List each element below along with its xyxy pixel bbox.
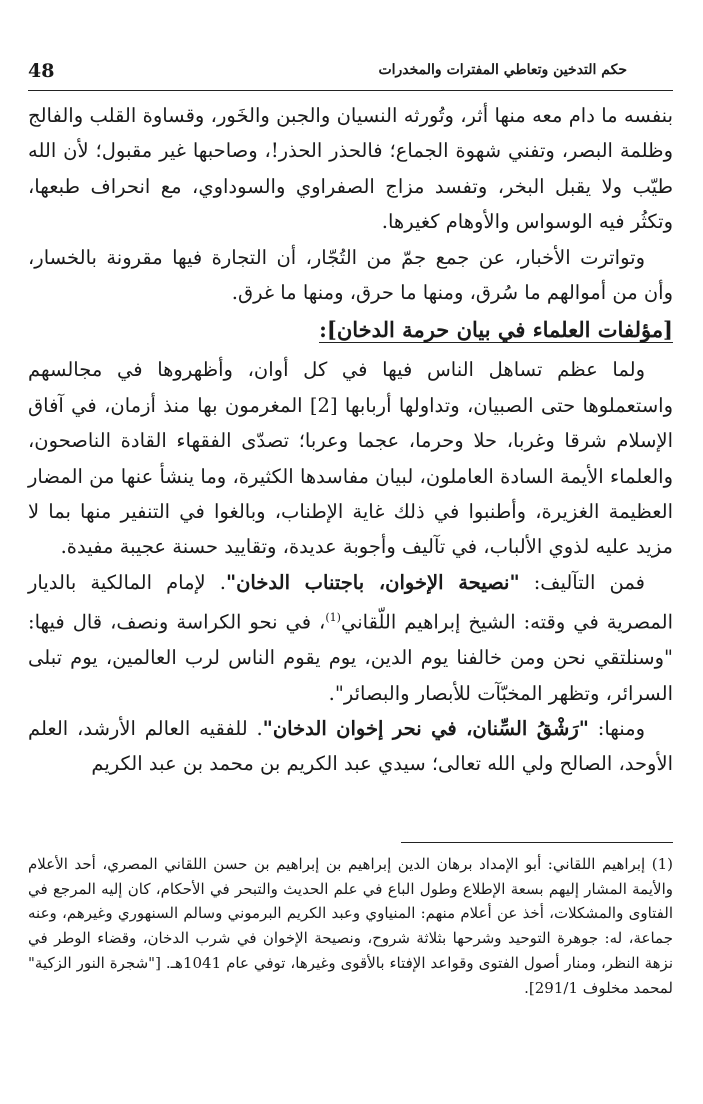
footnote-ref-1[interactable]: (1) — [325, 611, 341, 625]
footnote-1: (1) إبراهيم اللقاني: أبو الإمداد برهان الدين إبراهيم بن إبراهيم بن حسن اللقاني المصري، أحد الأعلام والأيمة المشار إليهم بسعة الإطلاع وطول الباع في علم الحديث والتبحر في الأحكام، كان إليه المرجع في الفتاوى والمشكلات، أخذ عن أعلام منهم: المنياوي وعبد الكريم البرموني وسالم السنهوري وغيرهم، وعنه جماعة، له: جوهرة التوحيد وشرحها بثلاثة شروح، ونصيحة الإخوان في شرب الدخان، وقضاء الوطر في نزهة النظر، ومنار أصول الفتوى وقواعد الإفتاء بالأقوى وغيرها، توفي عام 1041هـ. ["شجرة النور الزكية" لمحمد مخلوف 291/1]. — [28, 855, 673, 997]
paragraph-3: ولما عظم تساهل الناس فيها في كل أوان، وأظهروها في مجالسهم واستعملوها حتى الصبيان، وتداولها أربابها [2] المغرمون بها منذ أزمان، في آفاق الإسلام شرقا وغربا، حلا وحرما، عجما وعربا؛ تصدّى الفقهاء القادة الناصحون، والعلماء الأيمة السادة العاملون، لبيان مفاسدها الكثيرة، وما ينشأ عنها من المضار العظيمة الغزيرة، وأطنبوا في ذلك غاية الإطناب، وبالغوا في التنفير منها بما لا مزيد عليه لذوي الألباب، في تآليف وأجوبة عديدة، وتقاييد حسنة عجيبة مفيدة. — [28, 358, 673, 559]
paragraph-5-lead: ومنها: — [588, 717, 645, 740]
paragraph-1: بنفسه ما دام معه منها أثر، وتُورثه النسيان والجبن والخَور، وقساوة القلب والفالج وظلمة البصر، وتفني شهوة الجماع؛ فالحذر الحذر!، وصاحبها غير مقبول؛ لأن الله طيّب ولا يقبل البخر، وتفسد مزاج الصفراوي والسوداوي، مع انحراف طبعها، وتكثُر فيه الوسواس والأوهام كغيرها. — [28, 104, 673, 234]
paragraph-2: وتواترت الأخبار، عن جمع جمّ من التُجّار، أن التجارة فيها مقرونة بالخسار، وأن من أموالهم ما سُرق، ومنها ما حرق، ومنها ما غرق. — [28, 245, 673, 305]
section-heading-text: [مؤلفات العلماء في بيان حرمة الدخان]: — [319, 317, 673, 343]
paragraph-4-lead: فمن التآليف: — [519, 570, 645, 594]
running-title: حكم التدخين وتعاطي المفترات والمخدرات — [378, 62, 627, 78]
footnote-area — [28, 852, 673, 1000]
section-heading — [28, 312, 673, 348]
footnote-divider — [401, 842, 673, 843]
paragraph-5 — [28, 711, 673, 782]
book-title-rashq: "رَشْقُ السِّنان، في نحر إخوان الدخان" — [262, 717, 589, 740]
main-text — [28, 98, 673, 782]
book-title-nasiha: "نصيحة الإخوان، باجتناب الدخان" — [225, 570, 520, 594]
page-number: 48 — [28, 60, 55, 82]
paragraph-4-tail: ، في نحو الكراسة ونصف، قال فيها: "وسنلتقي نحن ومن خالفنا يوم الدين، يوم يقوم الناس لرب العالمين، يوم تبلى السرائر، وتظهر المخبّآت للأبصار والبصائر". — [28, 610, 673, 705]
paragraph-5-tail: . للفقيه العالم الأرشد، العلم الأوحد، الصالح ولي الله تعالى؛ سيدي عبد الكريم بن محمد بن عبد الكريم — [28, 717, 673, 776]
page-header — [28, 58, 673, 91]
paragraph-4-mid: . لإمام المالكية بالديار المصرية في وقته: الشيخ إبراهيم اللّقاني — [28, 570, 673, 634]
paragraph-4 — [28, 565, 673, 711]
